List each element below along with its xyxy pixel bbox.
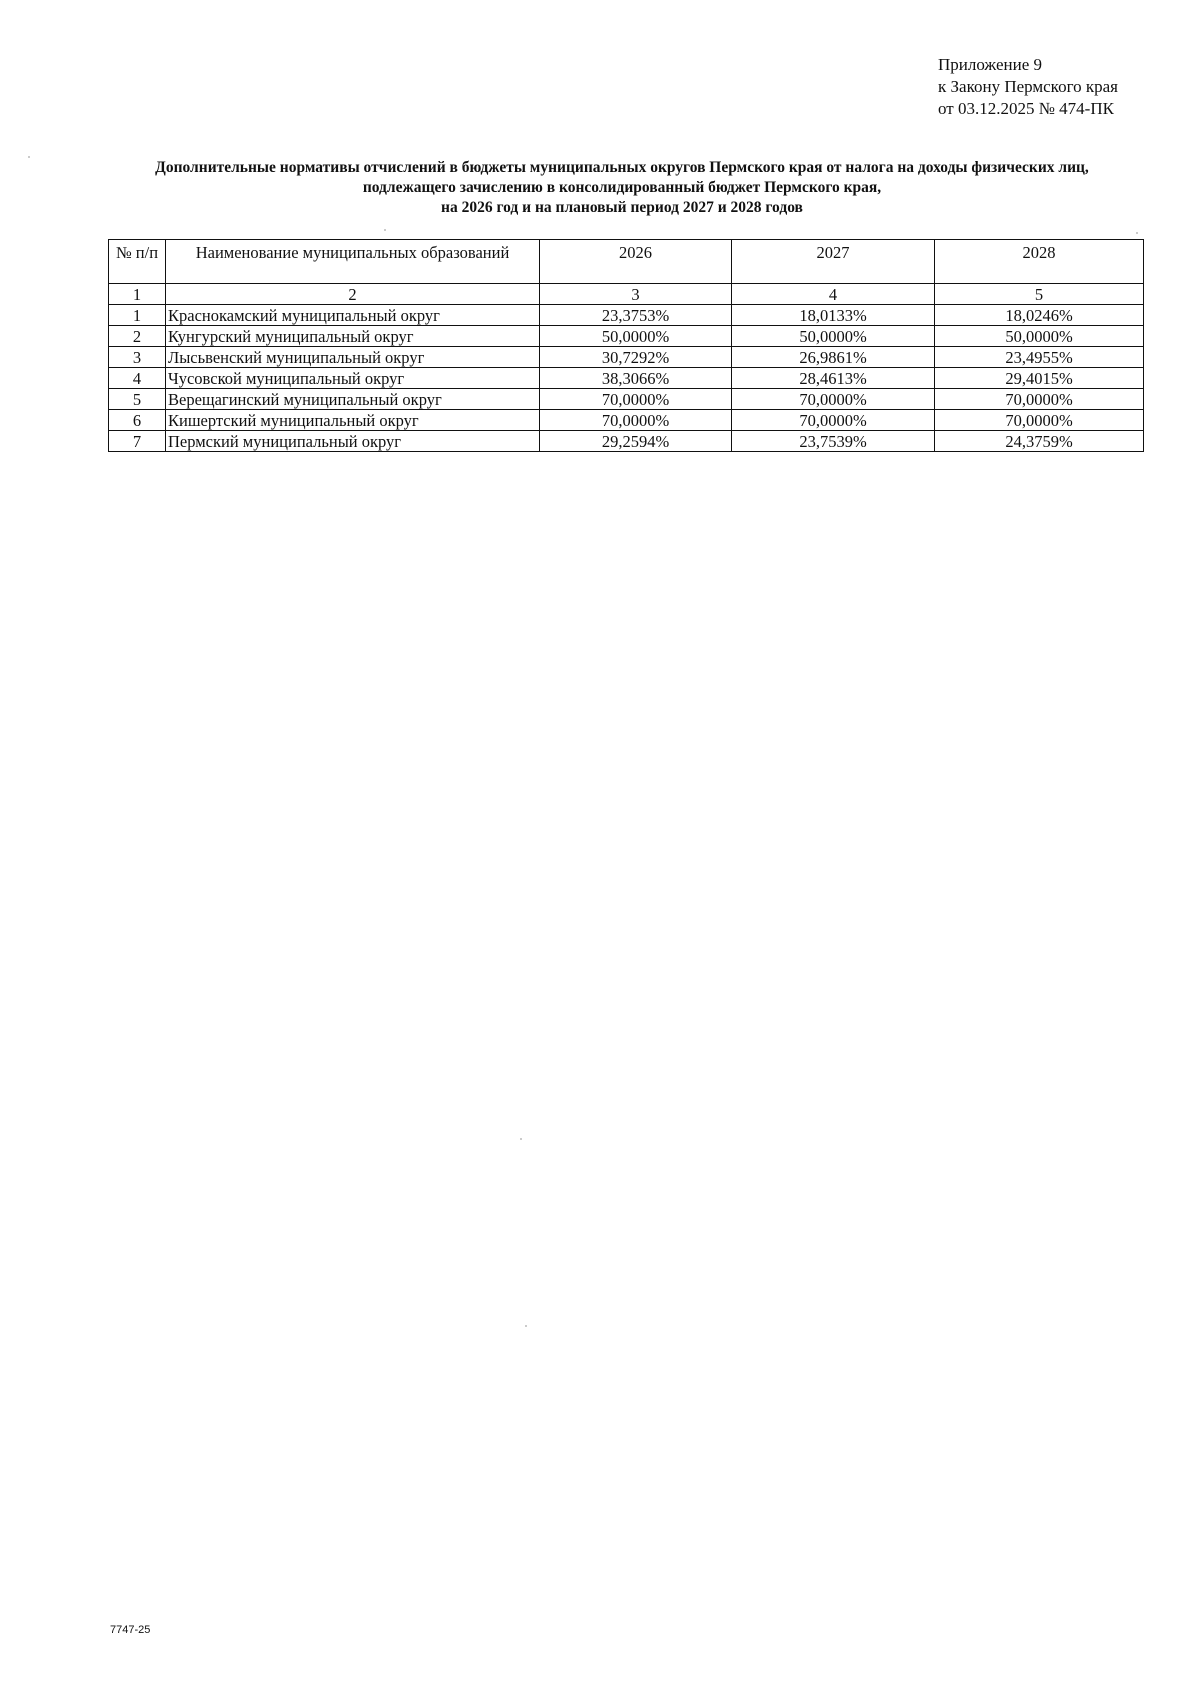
scan-speck — [520, 1138, 522, 1140]
annex-law-date: от 03.12.2025 № 474-ПК — [938, 99, 1114, 118]
table-row — [109, 326, 1144, 347]
rate-2026: 38,3066% — [540, 368, 732, 389]
scan-speck — [1136, 232, 1138, 234]
table-row — [109, 368, 1144, 389]
scan-speck — [384, 229, 386, 231]
document-title — [100, 158, 1144, 218]
row-number: 4 — [109, 368, 166, 389]
header-num: № п/п — [109, 240, 166, 284]
rate-2026: 70,0000% — [540, 389, 732, 410]
table-row — [109, 410, 1144, 431]
rate-2028: 70,0000% — [935, 410, 1144, 431]
rate-2027: 23,7539% — [732, 431, 935, 452]
column-number: 5 — [935, 284, 1144, 305]
header-2027: 2027 — [732, 240, 935, 284]
municipality-name: Лысьвенский муниципальный округ — [166, 347, 540, 368]
rate-2026: 23,3753% — [540, 305, 732, 326]
scan-speck — [28, 156, 30, 158]
document-code: 7747-25 — [110, 1624, 151, 1636]
municipality-name: Чусовской муниципальный округ — [166, 368, 540, 389]
title-line-2: подлежащего зачислению в консолидированный бюджет Пермского края, — [362, 179, 882, 196]
rate-2026: 70,0000% — [540, 410, 732, 431]
column-number: 4 — [732, 284, 935, 305]
rate-2026: 29,2594% — [540, 431, 732, 452]
norms-table — [108, 239, 1144, 452]
table-row — [109, 431, 1144, 452]
rate-2028: 23,4955% — [935, 347, 1144, 368]
row-number: 1 — [109, 305, 166, 326]
row-number: 2 — [109, 326, 166, 347]
rate-2028: 29,4015% — [935, 368, 1144, 389]
rate-2027: 70,0000% — [732, 410, 935, 431]
rate-2027: 50,0000% — [732, 326, 935, 347]
table-row — [109, 347, 1144, 368]
table-row — [109, 305, 1144, 326]
rate-2028: 70,0000% — [935, 389, 1144, 410]
municipality-name: Краснокамский муниципальный округ — [166, 305, 540, 326]
table-header-row — [109, 240, 1144, 284]
rate-2026: 30,7292% — [540, 347, 732, 368]
rate-2028: 24,3759% — [935, 431, 1144, 452]
header-name: Наименование муниципальных образований — [166, 240, 540, 284]
scan-speck — [525, 1325, 527, 1327]
municipality-name: Кишертский муниципальный округ — [166, 410, 540, 431]
annex-law-reference: к Закону Пермского края — [938, 77, 1119, 96]
column-number: 2 — [166, 284, 540, 305]
column-number: 3 — [540, 284, 732, 305]
rate-2028: 50,0000% — [935, 326, 1144, 347]
row-number: 5 — [109, 389, 166, 410]
row-number: 7 — [109, 431, 166, 452]
column-number-row — [109, 284, 1144, 305]
table-row — [109, 389, 1144, 410]
municipality-name: Пермский муниципальный округ — [166, 431, 540, 452]
rate-2027: 70,0000% — [732, 389, 935, 410]
annex-number: Приложение 9 — [938, 55, 1042, 74]
header-2026: 2026 — [540, 240, 732, 284]
title-line-3: на 2026 год и на плановый период 2027 и 2028 годов — [441, 199, 803, 216]
title-line-1: Дополнительные нормативы отчислений в бюджеты муниципальных округов Пермского края от налога на доходы физических лиц, — [155, 159, 1089, 176]
municipality-name: Верещагинский муниципальный округ — [166, 389, 540, 410]
row-number: 6 — [109, 410, 166, 431]
header-2028: 2028 — [935, 240, 1144, 284]
rate-2027: 28,4613% — [732, 368, 935, 389]
municipality-name: Кунгурский муниципальный округ — [166, 326, 540, 347]
rate-2028: 18,0246% — [935, 305, 1144, 326]
annex-reference — [938, 54, 1118, 120]
rate-2026: 50,0000% — [540, 326, 732, 347]
row-number: 3 — [109, 347, 166, 368]
column-number: 1 — [109, 284, 166, 305]
rate-2027: 26,9861% — [732, 347, 935, 368]
rate-2027: 18,0133% — [732, 305, 935, 326]
